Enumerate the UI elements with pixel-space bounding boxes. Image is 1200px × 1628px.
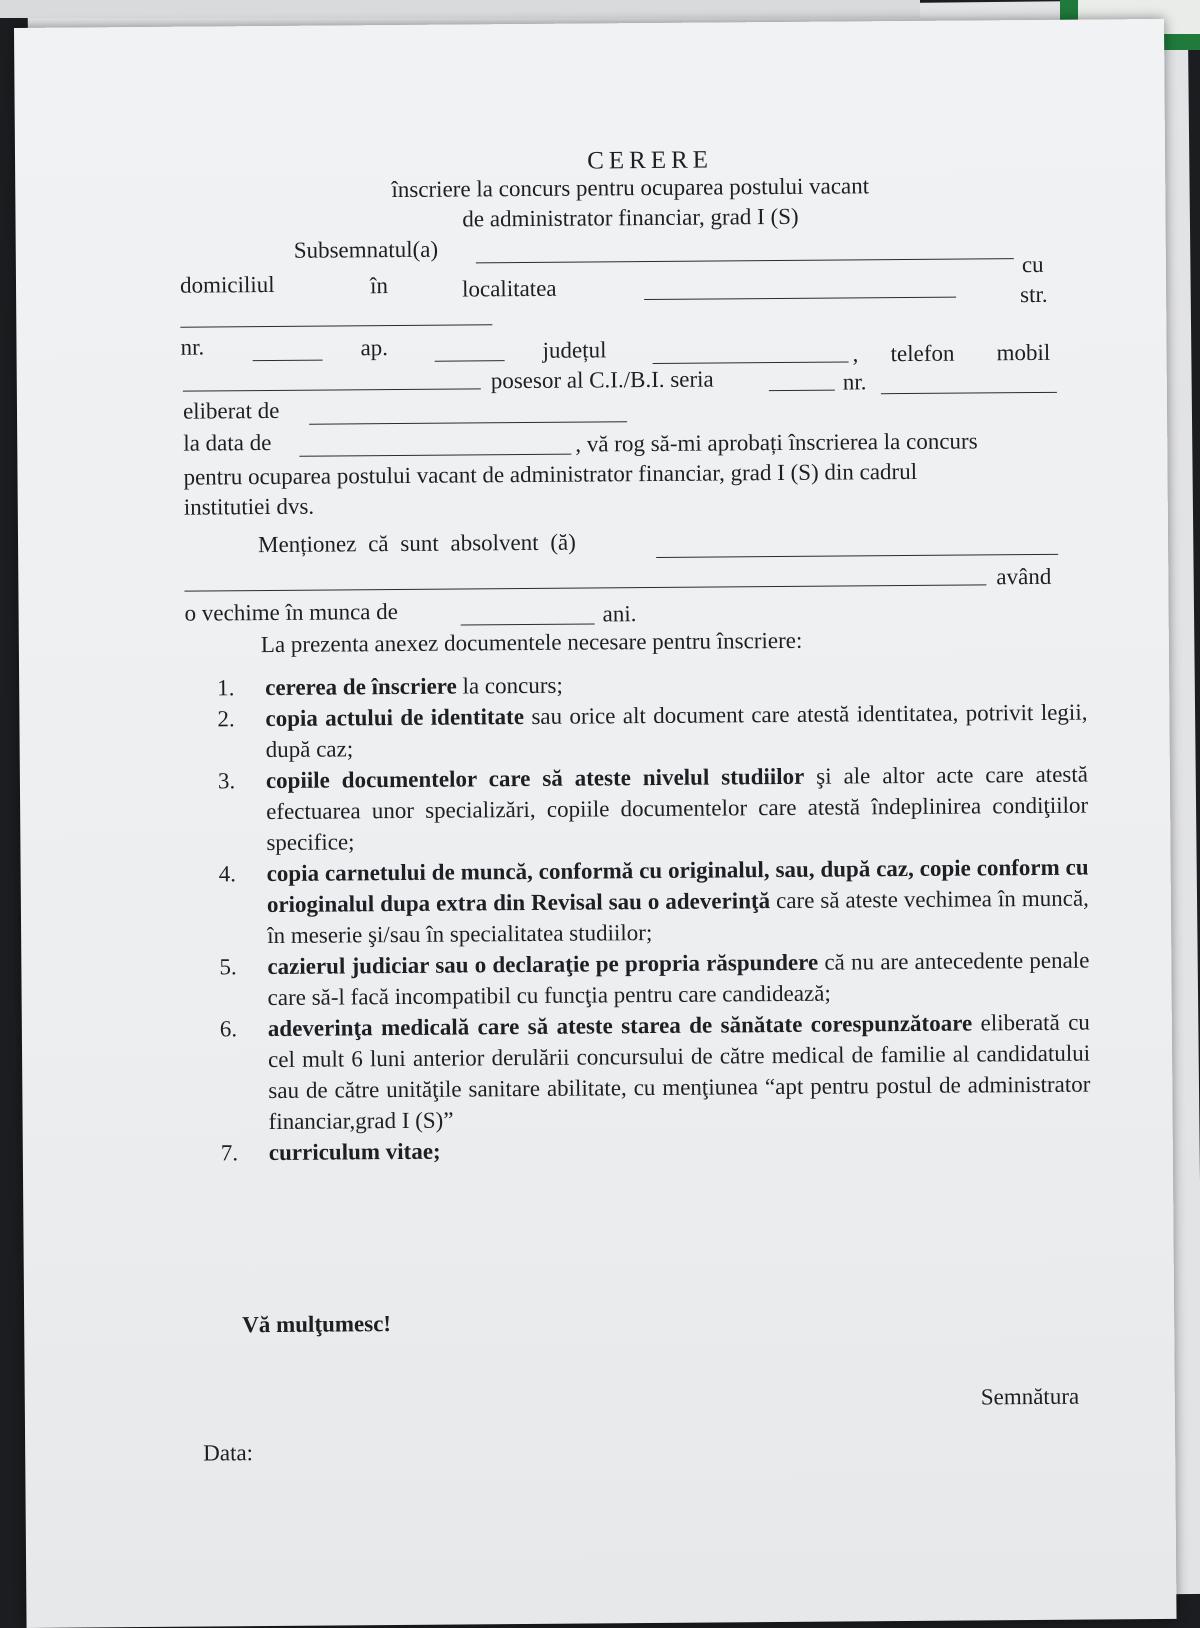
field-localitatea-line[interactable] — [644, 297, 956, 300]
list-item-number: 2. — [217, 703, 234, 734]
field-nr-line[interactable] — [253, 360, 323, 362]
label-judetul: județul — [542, 337, 606, 364]
label-mobil: mobil — [996, 340, 1050, 367]
list-item-number: 6. — [220, 1013, 237, 1044]
label-subsemnatul: Subsemnatul(a) — [294, 237, 439, 265]
comma-judetul: , — [852, 341, 858, 367]
list-item-text: eliberată cu cel mult 6 luni anterior derulării concursului de către medical de familie al candidatului sau de către unităţile sanitare abilitate, cu menţiunea “apt pentru postul de administrator financiar,grad I (S)” — [268, 1010, 1090, 1134]
label-str: str. — [1020, 282, 1048, 309]
list-item-number: 7. — [221, 1137, 238, 1168]
label-vechime: o vechime în munca de — [185, 599, 399, 627]
field-name-line[interactable] — [476, 258, 1014, 263]
field-la-data-line[interactable] — [299, 454, 571, 457]
field-absolvent-line-2[interactable] — [184, 584, 986, 591]
label-posesor: posesor al C.I./B.I. seria — [491, 367, 714, 395]
field-judetul-line[interactable] — [653, 361, 849, 364]
list-item-bold: curriculum vitae; — [269, 1139, 441, 1165]
label-avand: având — [996, 564, 1051, 591]
field-eliberat-line[interactable] — [309, 421, 627, 424]
label-eliberat: eliberat de — [183, 398, 280, 425]
list-item-bold: copiile documentelor care să ateste nivelul studiilor — [266, 764, 805, 793]
label-la-data: la data de — [183, 430, 271, 457]
list-item — [219, 945, 1089, 1014]
document-title: CERERE — [15, 142, 1200, 181]
list-item-bold: adeverinţa medicală care să ateste starea de sănătate corespunzătoare — [268, 1011, 972, 1042]
text-anexez: La prezenta anexez documentele necesare pentru înscriere: — [261, 628, 803, 659]
label-semnatura: Semnătura — [981, 1384, 1080, 1411]
list-item — [220, 1007, 1091, 1138]
list-item-bold: copia carnetului de muncă, conformă cu originalul, sau, după caz, copie conform cu orioginalul dupa extra din Revisal sau o adeverinţă — [267, 855, 1089, 917]
field-ap-line[interactable] — [435, 360, 505, 362]
documents-list — [217, 666, 1091, 1169]
label-domiciliul: domiciliul — [180, 272, 275, 299]
document-subtitle-2: de administrator financiar, grad I (S) — [15, 200, 1200, 236]
field-ci-number-line[interactable] — [881, 392, 1057, 394]
list-item — [221, 1131, 1091, 1169]
list-item-text: care să ateste vechimea în muncă, în meserie şi/sau în specialitatea studiilor; — [267, 886, 1089, 948]
list-item-bold: cererea de înscriere — [265, 674, 457, 701]
list-item-number: 1. — [217, 672, 234, 703]
label-nr: nr. — [180, 335, 204, 362]
label-ani: ani. — [603, 601, 637, 628]
label-mentionez: Menționez că sunt absolvent (ă) — [258, 530, 576, 559]
list-item-text: că nu are antecedente penale care să-l facă incompatibil cu funcţia pentru care candidează; — [268, 948, 1090, 1010]
document-page — [14, 19, 1177, 1628]
document-subtitle-1: înscriere la concurs pentru ocuparea postului vacant — [15, 170, 1200, 206]
label-localitatea: localitatea — [462, 276, 557, 303]
list-item-number: 5. — [219, 951, 236, 982]
application-form — [14, 19, 1176, 1588]
list-item-number: 3. — [218, 765, 235, 796]
text-va-rog: , vă rog să-mi aprobați înscrierea la concurs — [575, 428, 978, 458]
field-vechime-line[interactable] — [461, 623, 595, 625]
list-item — [217, 697, 1087, 766]
label-ap: ap. — [360, 335, 388, 362]
field-street-line[interactable] — [180, 324, 492, 327]
list-item-text: sau orice alt document care atestă identitatea, potrivit legii, după caz; — [266, 700, 1088, 762]
text-institutiei: institutiei dvs. — [184, 494, 315, 521]
top-paper-edge — [0, 0, 920, 18]
label-cu: cu — [1022, 252, 1044, 279]
field-ci-seria-line[interactable] — [769, 390, 835, 392]
label-telefon: telefon — [890, 341, 954, 368]
text-multumesc: Vă mulţumesc! — [242, 1311, 391, 1339]
list-item-text: la concurs; — [457, 673, 563, 699]
list-item-number: 4. — [219, 858, 236, 889]
list-item-bold: copia actului de identitate — [265, 704, 524, 731]
label-data: Data: — [203, 1440, 253, 1467]
list-item-bold: cazierul judiciar sau o declaraţie pe propria răspundere — [267, 950, 818, 979]
field-absolvent-line[interactable] — [656, 554, 1058, 558]
label-in: în — [370, 273, 388, 300]
label-nr-ci: nr. — [843, 369, 867, 396]
field-phone-line[interactable] — [183, 388, 481, 391]
list-item — [219, 852, 1090, 952]
text-pentru-ocuparea: pentru ocuparea postului vacant de administrator financiar, grad I (S) din cadrul — [183, 459, 917, 491]
list-item-text: şi ale altor acte care atestă efectuarea unor specializări, copiile documentelor care atestă îndeplinirea condiţiilor specifice; — [266, 762, 1088, 855]
list-item — [218, 759, 1089, 859]
